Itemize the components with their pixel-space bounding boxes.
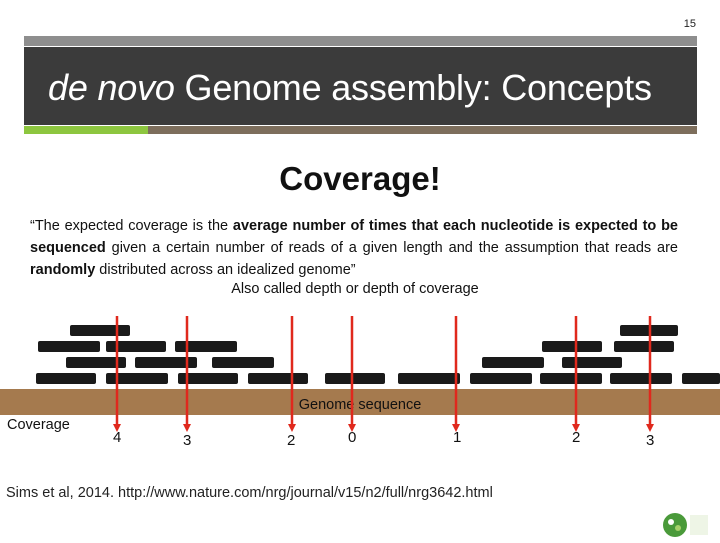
read [540,373,602,384]
read [38,341,100,352]
read [325,373,385,384]
quote-part-2: given a certain number of reads of a given length and the assumption that reads are [105,240,678,256]
read [482,357,544,368]
coverage-value: 2 [287,432,296,449]
cena-logo [662,512,710,543]
slide-number: 15 [683,18,696,30]
read [106,373,168,384]
read [175,341,237,352]
coverage-value: 1 [453,429,462,446]
coverage-axis-label: Coverage [7,417,70,433]
read [614,341,674,352]
quote-bold-2: randomly [30,262,96,278]
read [70,325,130,336]
read [610,373,672,384]
coverage-value: 3 [646,432,655,449]
read [562,357,622,368]
quote-part-3: distributed across an idealized genome” [95,262,356,278]
coverage-value: 4 [113,429,122,446]
coverage-heading: Coverage! [279,160,441,197]
read [36,373,96,384]
quote-part-1: “The expected coverage is the [30,218,233,234]
depth-note: Also called depth or depth of coverage [231,281,479,297]
read [212,357,274,368]
citation: Sims et al, 2014. http://www.nature.com/nrg/journal/v15/n2/full/nrg3642.html [6,485,493,501]
cena-logo-icon [662,512,710,538]
read [106,341,166,352]
read [682,373,720,384]
coverage-value: 2 [572,429,581,446]
read [470,373,532,384]
read [542,341,602,352]
title-italic: de novo [48,67,175,108]
coverage-value: 3 [183,432,192,449]
coverage-value: 0 [348,429,357,446]
genome-sequence-label: Genome sequence [298,397,422,413]
quote-bold-1: average number of times that each nucleotide is expected to be sequenced [30,218,678,256]
read [248,373,308,384]
title-rest: Genome assembly: Concepts [174,67,652,108]
read [398,373,460,384]
